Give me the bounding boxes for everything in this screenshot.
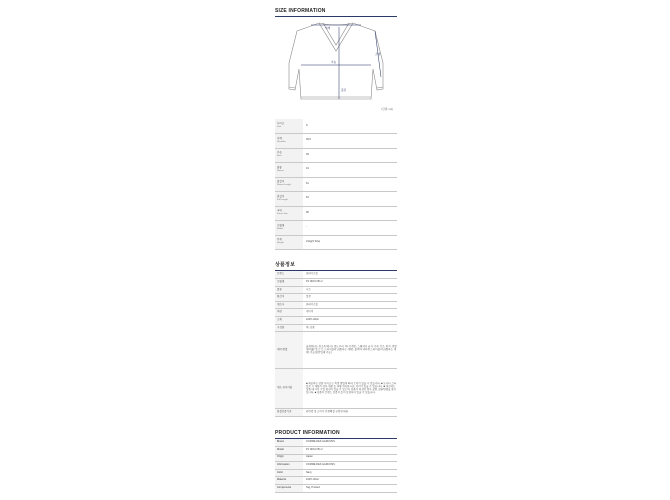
row-value: P1 N001 051 2 bbox=[303, 446, 397, 454]
row-label bbox=[275, 409, 303, 417]
product-info-en-title: PRODUCT INFORMATION bbox=[275, 429, 340, 436]
row-label-text: 사이즈 bbox=[277, 122, 285, 126]
row-value: 45 bbox=[303, 148, 397, 163]
row-label-text: 소재 bbox=[277, 317, 282, 321]
row-label bbox=[275, 446, 303, 454]
row-value: 100% Wool bbox=[303, 317, 397, 325]
table-row bbox=[275, 409, 397, 417]
row-label bbox=[275, 462, 303, 470]
product-info-ko-title: 상품정보 bbox=[275, 262, 296, 268]
body-length-label: 총장 bbox=[341, 89, 347, 92]
table-row bbox=[275, 177, 397, 192]
table-row bbox=[275, 119, 397, 134]
row-label-text: 품질보증기준 bbox=[277, 410, 292, 414]
row-label bbox=[275, 309, 303, 317]
row-label-text: 종류 bbox=[277, 287, 282, 291]
row-label bbox=[275, 317, 303, 325]
product-info-en-table bbox=[275, 439, 397, 493]
section-rule bbox=[275, 16, 397, 17]
row-label bbox=[275, 163, 303, 178]
row-label bbox=[275, 119, 303, 134]
row-label-sub: Sleeve Length bbox=[277, 184, 291, 187]
sleeve-label: 소매 bbox=[375, 53, 381, 56]
chest-label: 가슴 bbox=[331, 61, 337, 64]
row-label bbox=[275, 332, 303, 369]
row-label-text: 원산지 bbox=[277, 295, 285, 299]
row-label-text: 색상 bbox=[277, 310, 282, 314]
row-label bbox=[275, 192, 303, 207]
table-row bbox=[275, 271, 397, 279]
row-label bbox=[275, 477, 303, 485]
table-row bbox=[275, 439, 397, 447]
row-value: Tag, Product bbox=[303, 484, 397, 492]
sweater-outline-icon bbox=[275, 19, 397, 107]
row-value: 64 bbox=[303, 192, 397, 207]
row-label-sub: Size bbox=[277, 126, 282, 128]
row-label bbox=[275, 271, 303, 279]
row-value: 19 bbox=[303, 163, 397, 178]
row-label bbox=[275, 134, 303, 149]
table-row bbox=[275, 294, 397, 302]
size-table bbox=[275, 119, 397, 250]
row-label bbox=[275, 484, 303, 492]
row-label-text: 모델명 bbox=[277, 223, 285, 227]
row-label-text: 총길이 bbox=[277, 194, 285, 198]
row-value: 니트 bbox=[303, 286, 397, 294]
row-value: P1 N001 051 2 bbox=[303, 279, 397, 287]
row-label-text: 세탁 방법 bbox=[277, 347, 288, 351]
unit-note: (단위: cm) bbox=[381, 108, 393, 111]
table-row bbox=[275, 369, 397, 409]
table-row bbox=[275, 192, 397, 207]
row-label-sub: Weight bbox=[277, 242, 284, 245]
table-row bbox=[275, 148, 397, 163]
table-row bbox=[275, 235, 397, 250]
row-value: COMME DES GARCONS bbox=[303, 462, 397, 470]
row-value: 211g(S Size) bbox=[303, 235, 397, 250]
size-info-title: SIZE INFORMATION bbox=[275, 8, 326, 14]
row-value: 95 bbox=[303, 206, 397, 221]
row-value: Japan bbox=[303, 454, 397, 462]
row-label-text: 제조사 bbox=[277, 302, 285, 306]
row-label-sub: Bust bbox=[277, 155, 282, 158]
row-label bbox=[275, 301, 303, 309]
row-value: S bbox=[303, 119, 397, 134]
table-row bbox=[275, 206, 397, 221]
table-row bbox=[275, 454, 397, 462]
row-label-text: Color bbox=[277, 470, 283, 474]
row-label bbox=[275, 369, 303, 409]
row-label bbox=[275, 439, 303, 447]
table-row bbox=[275, 134, 397, 149]
row-label bbox=[275, 469, 303, 477]
table-row bbox=[275, 279, 397, 287]
table-row bbox=[275, 301, 397, 309]
table-row bbox=[275, 309, 397, 317]
row-value: 울세탁(손), 찬소독세(시), 중도 (1시 '4), 사정임, 스웨저어 금지, 수독 건조, 편지, 면발 세탁(뚫기) 으기, 드라이클리닝(원하는 세탁), 블랙과 약하게 드라이클리닝(원하는 세탁) 가능(전문업체 가능) bbox=[303, 332, 397, 369]
table-row bbox=[275, 286, 397, 294]
table-row bbox=[275, 221, 397, 236]
row-label bbox=[275, 148, 303, 163]
row-label-text: 팔통 bbox=[277, 165, 282, 169]
table-row bbox=[275, 484, 397, 492]
shoulder-label: 어깨 bbox=[325, 27, 331, 30]
row-value: 관련법 및 소비자 분쟁해결 규정에 따름 bbox=[303, 409, 397, 417]
size-sheet bbox=[275, 8, 397, 493]
row-label-sub: Korea Size bbox=[277, 213, 288, 216]
row-value: 꼼데가르송 bbox=[303, 271, 397, 279]
row-label bbox=[275, 324, 303, 332]
row-label-text: Brand bbox=[277, 439, 284, 443]
row-value: 100% Wool bbox=[303, 477, 397, 485]
row-label-text: 팔길이 bbox=[277, 180, 285, 184]
row-label bbox=[275, 235, 303, 250]
row-value: 39.5 bbox=[303, 134, 397, 149]
row-label bbox=[275, 294, 303, 302]
table-row bbox=[275, 477, 397, 485]
table-row bbox=[275, 469, 397, 477]
row-value: ■ 제공하는 상품 사이즈는 측정 방법에 따라 오차가 있을 수 있습니다. ■ 모니터 스타일로 시 제품의 상부 제품 등 다양 차이와 다소 차이가 있을 수 있습니다. ■ 제조에는 상품 때 사이 수입 형식이 있을 수 있으며, 상품의 특성인 경우 상품 교환/반품을 불가합니다. ■ 상품의 브랜드 인증서 등이 포함되어 있을 수 있습니다. bbox=[303, 369, 397, 409]
row-label-text: Information bbox=[277, 463, 290, 467]
row-value: 택, 상품 bbox=[303, 324, 397, 332]
row-label-sub: Model bbox=[277, 227, 283, 230]
table-row bbox=[275, 462, 397, 470]
row-label-text: 모델명 bbox=[277, 279, 285, 283]
row-label-text: 무게 bbox=[277, 238, 282, 242]
row-value: 61 bbox=[303, 177, 397, 192]
row-label bbox=[275, 177, 303, 192]
row-value: COMME DES GARCONS bbox=[303, 439, 397, 447]
garment-diagram bbox=[275, 19, 397, 111]
row-label-text: 어깨 bbox=[277, 136, 282, 140]
row-value: Navy bbox=[303, 469, 397, 477]
table-row bbox=[275, 317, 397, 325]
table-row bbox=[275, 332, 397, 369]
row-label bbox=[275, 279, 303, 287]
row-value: - bbox=[303, 221, 397, 236]
row-label-text: 가슴 bbox=[277, 151, 282, 155]
row-label bbox=[275, 286, 303, 294]
row-label-text: 제조 유의사항 bbox=[277, 386, 293, 390]
row-label-text: Material bbox=[277, 478, 286, 482]
row-label bbox=[275, 454, 303, 462]
row-value: 꼼데가르송 bbox=[303, 301, 397, 309]
row-label-text: 국내 bbox=[277, 209, 282, 213]
row-label-sub: Full Length bbox=[277, 198, 288, 201]
row-label-sub: Shoulder bbox=[277, 140, 286, 143]
row-label-text: Origin bbox=[277, 455, 284, 459]
row-label-sub: Sleeve bbox=[277, 169, 284, 172]
row-label bbox=[275, 221, 303, 236]
row-value: 일본 bbox=[303, 294, 397, 302]
table-row bbox=[275, 324, 397, 332]
product-info-ko-table bbox=[275, 271, 397, 417]
row-label-text: 브랜드 bbox=[277, 272, 285, 276]
table-row bbox=[275, 163, 397, 178]
table-row bbox=[275, 446, 397, 454]
row-label-text: 구성품 bbox=[277, 325, 285, 329]
row-label-text: Components bbox=[277, 485, 292, 489]
row-label bbox=[275, 206, 303, 221]
row-label-text: Model bbox=[277, 447, 284, 451]
row-value: 네이비 bbox=[303, 309, 397, 317]
